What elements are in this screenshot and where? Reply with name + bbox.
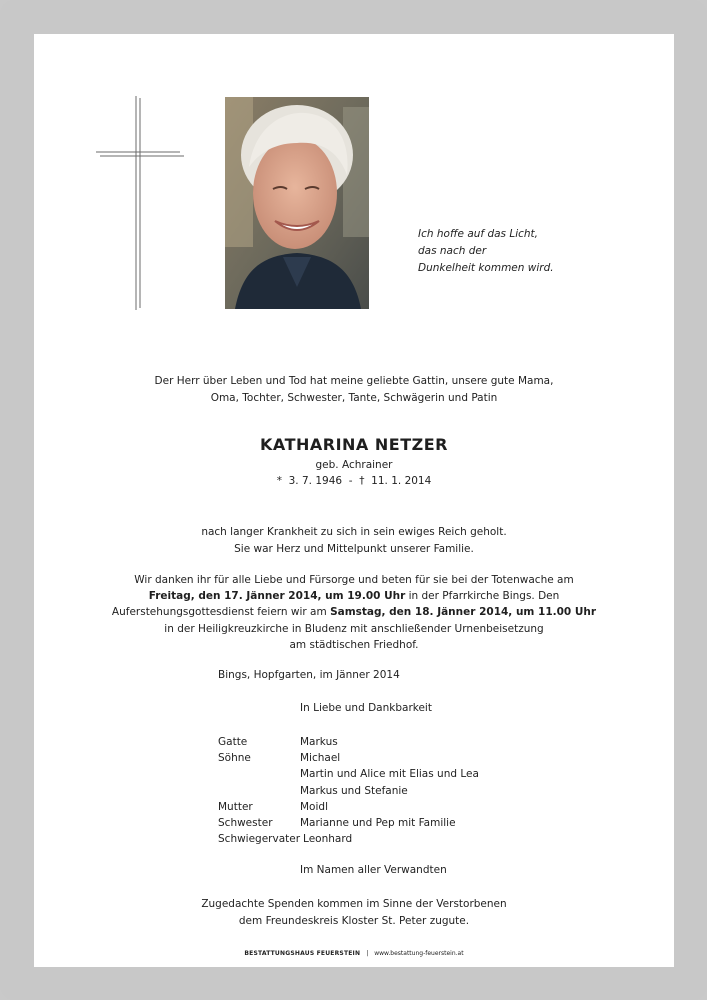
donations-note — [34, 896, 674, 930]
deceased-name: KATHARINA NETZER — [260, 435, 448, 454]
paragraph-line: Sie war Herz und Mittelpunkt unserer Familie. — [234, 543, 474, 555]
mass-date: Samstag, den 18. Jänner 2014, um 11.00 Uhr — [330, 606, 597, 619]
intro-line: Oma, Tochter, Schwester, Tante, Schwägerin und Patin — [210, 392, 498, 404]
family-names: Martin und Alice mit Elias und Lea — [300, 768, 479, 781]
paragraph-line — [34, 588, 674, 604]
family-names: Moidl — [300, 800, 328, 813]
family-relation: Söhne — [218, 752, 251, 765]
family-relation: Mutter — [218, 800, 253, 813]
funeral-home-name: BESTATTUNGSHAUS FEUERSTEIN — [244, 950, 361, 957]
place-date: Bings, Hopfgarten, im Jänner 2014 — [218, 669, 400, 681]
life-dates — [34, 475, 674, 487]
family-names: Markus — [300, 736, 338, 748]
wake-location: in der Pfarrkirche Bings. Den — [405, 590, 560, 603]
family-row — [218, 783, 479, 799]
paragraph-line: Wir danken ihr für alle Liebe und Fürsorge und beten für sie bei der Totenwache am — [134, 574, 574, 586]
birth-name: geb. Achrainer — [315, 459, 393, 471]
family-row — [218, 750, 479, 766]
intro-line: Der Herr über Leben und Tod hat meine geliebte Gattin, unsere gute Mama, — [154, 375, 554, 387]
quote — [418, 226, 618, 277]
footer-website-link[interactable]: www.bestattung-feuerstein.at — [374, 950, 464, 957]
quote-line: Dunkelheit kommen wird. — [418, 262, 554, 274]
paragraph-line — [34, 604, 674, 620]
family-relation — [218, 783, 300, 799]
paragraph-line: nach langer Krankheit zu sich in sein ewiges Reich geholt. — [201, 526, 507, 538]
footer — [34, 950, 674, 957]
family-row — [218, 815, 479, 831]
family-names: Markus und Stefanie — [300, 784, 408, 797]
family-list — [218, 734, 479, 847]
death-date: 11. 1. 2014 — [371, 475, 432, 487]
family-row — [218, 831, 479, 847]
family-row — [218, 734, 479, 750]
family-relation: Gatte — [218, 736, 248, 748]
birth-date: 3. 7. 1946 — [288, 475, 343, 487]
obituary-sheet — [34, 34, 674, 967]
cross-icon — [96, 96, 186, 310]
family-row — [218, 799, 479, 815]
family-row — [218, 766, 479, 782]
quote-line: das nach der — [418, 245, 487, 257]
donations-line: dem Freundeskreis Kloster St. Peter zugute. — [238, 915, 470, 927]
paragraph-1 — [34, 524, 674, 558]
born-symbol: * — [276, 475, 282, 487]
intro-text — [34, 373, 674, 407]
in-namen: Im Namen aller Verwandten — [300, 864, 447, 876]
donations-line: Zugedachte Spenden kommen im Sinne der Verstorbenen — [201, 898, 507, 910]
date-dash: - — [348, 475, 353, 487]
paragraph-line: in der Heiligkreuzkirche in Bludenz mit anschließender Urnenbeisetzung — [164, 622, 544, 635]
family-relation: Schwester — [218, 817, 273, 830]
family-relation — [218, 766, 300, 782]
family-names: Marianne und Pep mit Familie — [300, 817, 456, 830]
wake-date: Freitag, den 17. Jänner 2014, um 19.00 Uhr — [148, 590, 406, 603]
mass-intro: Auferstehungsgottesdienst feiern wir am — [111, 606, 331, 619]
quote-line: Ich hoffe auf das Licht, — [418, 228, 538, 240]
family-names: Michael — [300, 752, 341, 765]
paragraph-2 — [34, 572, 674, 653]
footer-separator: | — [366, 950, 369, 957]
family-names: Leonhard — [303, 833, 353, 846]
died-symbol: † — [359, 475, 365, 487]
family-relation: Schwiegervater — [218, 833, 301, 846]
portrait-photo — [225, 97, 369, 309]
paragraph-line: am städtischen Friedhof. — [289, 638, 419, 651]
in-liebe: In Liebe und Dankbarkeit — [300, 702, 432, 714]
